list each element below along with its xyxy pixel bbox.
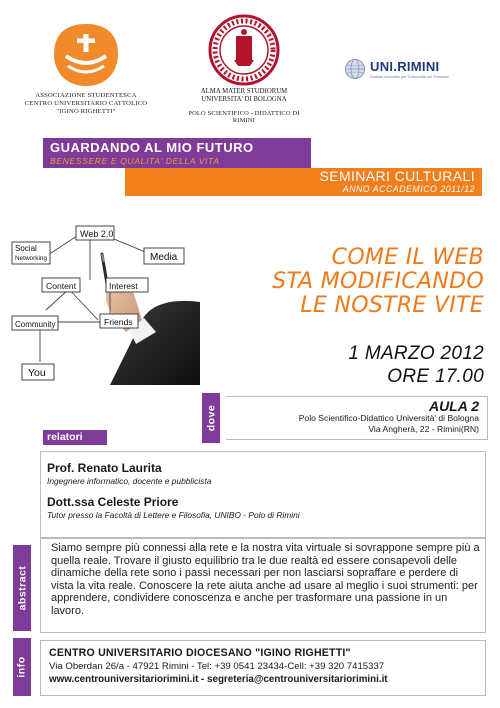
hero-label-content: Content [46,281,77,291]
headline-line-2: STA MODIFICANDO [272,269,484,294]
hero-label-social: Social [15,244,37,253]
campus-caption: POLO SCIENTIFICO - DIDATTICO DI RIMINI [188,110,300,124]
association-logo [22,22,150,117]
social-network-diagram-image [10,210,200,385]
abstract-tab: abstract [13,545,31,631]
hero-label-interest: Interest [109,281,138,291]
seminar-headline [192,246,484,318]
headline-line-3: LE NOSTRE VITE [300,293,484,318]
info-tab: info [13,638,31,696]
headline-line-1: COME IL WEB [331,245,484,270]
globe-icon [344,58,366,80]
program-title: GUARDANDO AL MIO FUTURO [50,140,254,155]
association-emblem-icon [52,22,120,88]
speaker-name: Prof. Renato Laurita [47,461,162,475]
hero-label-media: Media [150,252,178,263]
room-name: AULA 2 [428,398,479,414]
event-time: ORE 17.00 [387,366,484,387]
event-date: 1 MARZO 2012 [348,343,484,364]
event-datetime [250,342,484,388]
series-title: SEMINARI CULTURALI [319,168,475,184]
website-email-link[interactable]: www.centrouniversitariorimini.it - segreteria@centrouniversitariorimini.it [49,674,388,685]
venue-line: Polo Scientifico-Didattico Università' di Bologna [298,413,479,423]
university-caption: ALMA MATER STUDIORUM UNIVERSITA' DI BOLOGNA [200,88,288,103]
abstract-text: Siamo sempre più connessi alla rete e la nostra vita virtuale si sovrappone sempre più a quella reale. Trovare il giusto equilibrio tra le due realtà ed essere consapevoli delle dinamiche della rete sono i passi necessari per non lasciarsi sopraffare e perdere di vista la vita reale. Conoscere la rete aiuta anche ad usare al meglio i suoi strumenti: per apprendere, condividere conoscenza e anche per trasformare una passione in un lavoro. [40,537,486,633]
unirimini-logo [344,58,474,80]
venue-address: Via Angherà, 22 - Rimini(RN) [368,424,479,434]
program-subtitle: BENESSERE E QUALITA' DELLA VITA [50,156,220,166]
speakers-tab: relatori [43,430,107,445]
program-banner [43,138,311,168]
location-details [226,396,488,440]
university-seal-icon [208,14,280,86]
unirimini-subtitle: Società consortile per l'Università nel Riminese [370,75,450,79]
speakers-section [40,451,486,539]
speaker-name: Dott.ssa Celeste Priore [47,495,179,509]
series-banner [125,168,482,196]
association-caption: ASSOCIAZIONE STUDENTESCA CENTRO UNIVERSITARIO CATTOLICO "IGINO RIGHETTI" [24,92,148,116]
hero-label-community: Community [15,320,56,329]
location-section [202,393,488,443]
location-tab: dove [202,393,220,443]
speaker-role: Tutor presso la Facoltà di Lettere e Filosofia, UNIBO - Polo di Rimini [47,510,300,520]
unirimini-name: UNI.RIMINI [370,59,440,74]
contact-section [40,640,486,696]
university-logo [178,14,310,124]
academic-year: ANNO ACCADEMICO 2011/12 [342,184,475,194]
hero-label-you: You [28,367,46,379]
contact-address: Via Oberdan 26/a - 47921 Rimini - Tel: +39 0541 23434-Cell: +39 320 7415337 [49,661,385,672]
svg-text:Networking: Networking [15,255,47,262]
hero-label-web20: Web 2.0 [80,229,114,239]
organization-name: CENTRO UNIVERSITARIO DIOCESANO "IGINO RIGHETTI" [49,647,351,659]
speaker-role: Ingegnere informatico, docente e pubblicista [47,476,212,486]
hero-label-friends: Friends [104,317,133,327]
